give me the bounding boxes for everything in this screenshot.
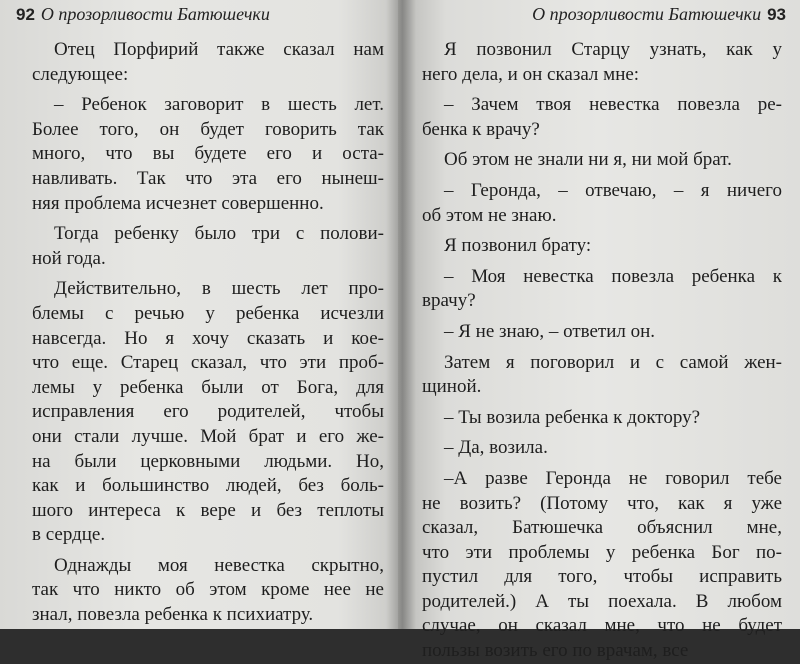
text-line: – Зачем твоя невестка повезла ре- bbox=[444, 94, 782, 116]
text-line: следующее: bbox=[32, 63, 129, 85]
text-line: как и большинство людей, без боль- bbox=[32, 475, 384, 497]
text-line: на были церковными людьми. Но, bbox=[32, 450, 384, 472]
text-line: него дела, и он сказал мне: bbox=[422, 63, 640, 85]
text-line: – Я не знаю, – ответил он. bbox=[444, 320, 656, 342]
text-line: Более того, он будет говорить так bbox=[32, 118, 384, 140]
text-line: не возить? (Потому что, как я уже bbox=[422, 492, 782, 514]
text-line: навсегда. Но я хочу сказать и кое- bbox=[32, 327, 384, 349]
text-line: – Да, возила. bbox=[444, 437, 548, 459]
text-line: об этом не знаю. bbox=[422, 204, 557, 226]
paragraph bbox=[422, 436, 782, 461]
text-line: знал, повезла ребенка к психиатру. bbox=[32, 604, 314, 626]
text-line: много, что вы будете его и оста- bbox=[32, 143, 384, 165]
text-line: сказал, Батюшечка объяснил мне, bbox=[422, 517, 782, 539]
text-line: бенка к врачу? bbox=[422, 118, 540, 140]
text-line: Отец Порфирий также сказал нам bbox=[54, 39, 384, 60]
text-line: родителей.) А ты поехала. В любом bbox=[422, 590, 782, 612]
left-page bbox=[0, 0, 398, 629]
text-line: шого интереса к вере и без теплоты bbox=[32, 499, 384, 521]
text-line: случае, он сказал мне, что не будет bbox=[422, 615, 782, 637]
paragraph bbox=[32, 277, 384, 548]
text-line: исправления его родителей, чтобы bbox=[32, 401, 384, 423]
text-line: – Геронда, – отвечаю, – я ничего bbox=[444, 179, 782, 201]
text-line: что эти проблемы у ребенка Бог по- bbox=[422, 541, 782, 563]
left-page-body bbox=[32, 38, 384, 628]
left-running-title: О прозорливости Батюшечки bbox=[40, 4, 270, 24]
text-line: –А разве Геронда не говорил тебе bbox=[444, 467, 782, 489]
text-line: пустил для того, чтобы исправить bbox=[422, 566, 782, 588]
paragraph bbox=[422, 406, 782, 431]
text-line: Действительно, в шесть лет про- bbox=[54, 278, 384, 300]
text-line: навливать. Так что эта его нынеш- bbox=[32, 167, 384, 189]
text-line: лемы у ребенка были от Бога, для bbox=[32, 376, 384, 398]
text-line: так что никто об этом кроме нее не bbox=[32, 579, 384, 601]
right-running-title: О прозорливости Батюшечки bbox=[532, 4, 762, 24]
paragraph bbox=[422, 467, 782, 664]
paragraph bbox=[32, 38, 384, 87]
paragraph bbox=[422, 179, 782, 228]
paragraph bbox=[422, 351, 782, 400]
text-line: пользы возить его по врачам, все bbox=[422, 640, 689, 662]
left-running-header bbox=[16, 4, 276, 25]
paragraph bbox=[422, 148, 782, 173]
text-line: – Ты возила ребенка к доктору? bbox=[444, 406, 701, 428]
right-page bbox=[398, 0, 800, 662]
text-line: Я позвонил брату: bbox=[444, 235, 592, 257]
text-line: Я позвонил Старцу узнать, как у bbox=[444, 39, 782, 60]
text-line: Затем я поговорил и с самой жен- bbox=[444, 351, 782, 373]
text-line: блемы с речью у ребенка исчезли bbox=[32, 302, 384, 324]
paragraph bbox=[32, 554, 384, 628]
paragraph bbox=[422, 93, 782, 142]
right-page-number: 93 bbox=[767, 5, 786, 24]
text-line: что еще. Старец сказал, что эти проб- bbox=[32, 352, 384, 374]
text-line: в сердце. bbox=[32, 524, 106, 546]
left-page-number: 92 bbox=[16, 5, 35, 24]
right-running-header bbox=[526, 4, 786, 25]
paragraph bbox=[32, 222, 384, 271]
text-line: ной года. bbox=[32, 247, 106, 269]
paragraph bbox=[422, 320, 782, 345]
text-line: Тогда ребенку было три с полови- bbox=[54, 223, 384, 245]
text-line: Об этом не знали ни я, ни мой брат. bbox=[444, 149, 732, 171]
text-line: врачу? bbox=[422, 290, 476, 312]
paragraph bbox=[32, 93, 384, 216]
text-line: няя проблема исчезнет совершенно. bbox=[32, 192, 324, 214]
text-line: – Моя невестка повезла ребенка к bbox=[444, 265, 782, 287]
text-line: – Ребенок заговорит в шесть лет. bbox=[54, 94, 384, 116]
paragraph bbox=[422, 234, 782, 259]
text-line: Однажды моя невестка скрытно, bbox=[54, 554, 384, 576]
text-line: щиной. bbox=[422, 376, 482, 398]
right-page-body bbox=[422, 38, 782, 664]
paragraph bbox=[422, 38, 782, 87]
text-line: они стали лучше. Мой брат и его же- bbox=[32, 425, 384, 447]
paragraph bbox=[422, 265, 782, 314]
